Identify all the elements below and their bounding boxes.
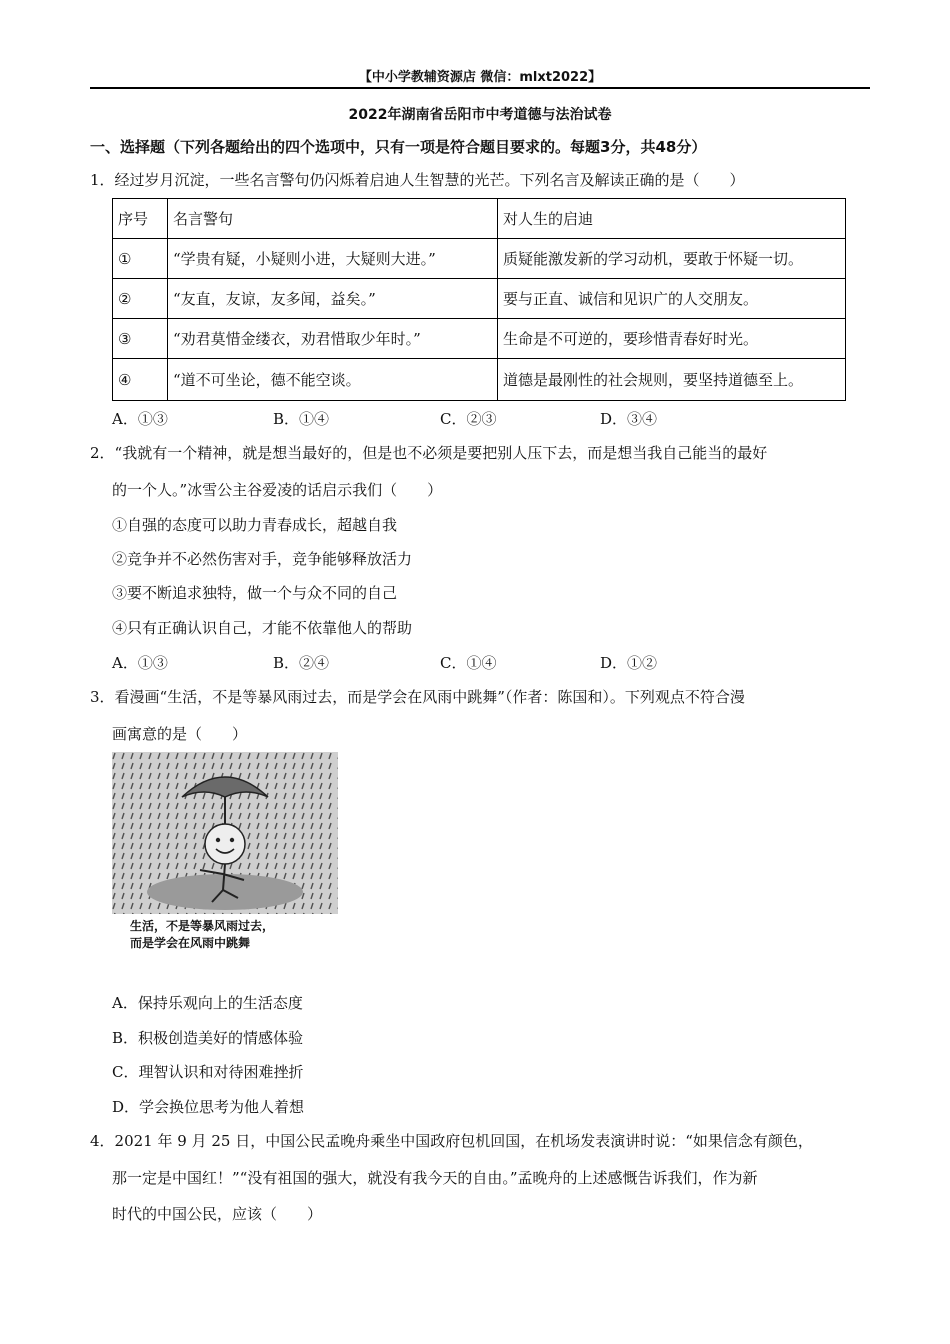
q2-option-b[interactable]: B．②④: [273, 654, 330, 672]
q4-stem-line3: 时代的中国公民，应该（ ）: [112, 1205, 323, 1223]
q3-stem-line1: 3．看漫画“生活，不是等暴风雨过去，而是学会在风雨中跳舞”（作者：陈国和）。下列观点不符合漫: [90, 688, 745, 706]
q2-option-d[interactable]: D．①②: [600, 654, 658, 672]
q1-stem: 1．经过岁月沉淀，一些名言警句仍闪烁着启迪人生智慧的光芒。下列名言及解读正确的是（ ）: [90, 171, 745, 189]
q3-option-b[interactable]: B．积极创造美好的情感体验: [112, 1029, 304, 1047]
table-cell: 道德是最刚性的社会规则，要坚持道德至上。: [498, 359, 846, 401]
table-header-cell: 序号: [113, 199, 168, 239]
q2-statement-2: ②竞争并不必然伤害对手，竞争能够释放活力: [112, 550, 413, 568]
table-cell: ①: [113, 239, 168, 279]
cartoon-illustration: [112, 752, 338, 952]
table-cell: “友直，友谅，友多闻，益矣。”: [168, 279, 498, 319]
table-header-cell: 名言警句: [168, 199, 498, 239]
q3-stem-line2: 画寓意的是（ ）: [112, 725, 248, 743]
cartoon-caption-line1: 生活，不是等暴风雨过去，: [130, 919, 275, 933]
q2-statement-1: ①自强的态度可以助力青春成长，超越自我: [112, 516, 398, 534]
q2-statement-4: ④只有正确认识自己，才能不依靠他人的帮助: [112, 619, 413, 637]
table-row: [113, 319, 846, 359]
table-row: [113, 359, 846, 401]
table-cell: ③: [113, 319, 168, 359]
table-cell: ②: [113, 279, 168, 319]
q4-stem-line1: 4．2021 年 9 月 25 日，中国公民孟晚舟乘坐中国政府包机回国，在机场发表演讲时说：“如果信念有颜色，: [90, 1132, 813, 1150]
table-row: [113, 279, 846, 319]
q1-option-b[interactable]: B．①④: [273, 410, 330, 428]
q3-option-d[interactable]: D．学会换位思考为他人着想: [112, 1098, 305, 1116]
q3-option-a[interactable]: A．保持乐观向上的生活态度: [112, 994, 303, 1012]
q1-table: [112, 198, 846, 401]
table-cell: ④: [113, 359, 168, 401]
page-header: 【中小学教辅资源店 微信：mlxt2022】: [358, 70, 602, 85]
header-divider: [90, 87, 870, 89]
table-cell: 要与正直、诚信和见识广的人交朋友。: [498, 279, 846, 319]
q1-option-c[interactable]: C．②③: [440, 410, 497, 428]
q1-option-d[interactable]: D．③④: [600, 410, 658, 428]
q2-statement-3: ③要不断追求独特，做一个与众不同的自己: [112, 584, 398, 602]
q4-stem-line2: 那一定是中国红！”“没有祖国的强大，就没有我今天的自由。”孟晚舟的上述感慨告诉我们，作为新: [112, 1169, 758, 1187]
q3-cartoon-image: [112, 752, 338, 952]
table-row: [113, 239, 846, 279]
table-header-cell: 对人生的启迪: [498, 199, 846, 239]
table-header-row: [113, 199, 846, 239]
exam-title: 2022年湖南省岳阳市中考道德与法治试卷: [348, 107, 612, 123]
table-cell: “学贵有疑，小疑则小进，大疑则大进。”: [168, 239, 498, 279]
q2-option-c[interactable]: C．①④: [440, 654, 497, 672]
table-cell: “道不可坐论，德不能空谈。: [168, 359, 498, 401]
cartoon-caption-line2: 而是学会在风雨中跳舞: [130, 936, 251, 950]
q1-option-a[interactable]: A．①③: [112, 410, 168, 428]
section-heading: 一、选择题（下列各题给出的四个选项中，只有一项是符合题目要求的。每题3分，共48分）: [90, 138, 707, 156]
q2-stem-line2: 的一个人。”冰雪公主谷爱凌的话启示我们（ ）: [112, 481, 443, 499]
character-face: [205, 824, 245, 864]
q2-stem-line1: 2．“我就有一个精神，就是想当最好的，但是也不必须是要把别人压下去，而是想当我自己能当的最好: [90, 444, 768, 462]
table-cell: 生命是不可逆的，要珍惜青春好时光。: [498, 319, 846, 359]
q3-option-c[interactable]: C．理智认识和对待困难挫折: [112, 1063, 304, 1081]
table-cell: 质疑能激发新的学习动机，要敢于怀疑一切。: [498, 239, 846, 279]
q2-option-a[interactable]: A．①③: [112, 654, 168, 672]
table-cell: “劝君莫惜金缕衣，劝君惜取少年时。”: [168, 319, 498, 359]
